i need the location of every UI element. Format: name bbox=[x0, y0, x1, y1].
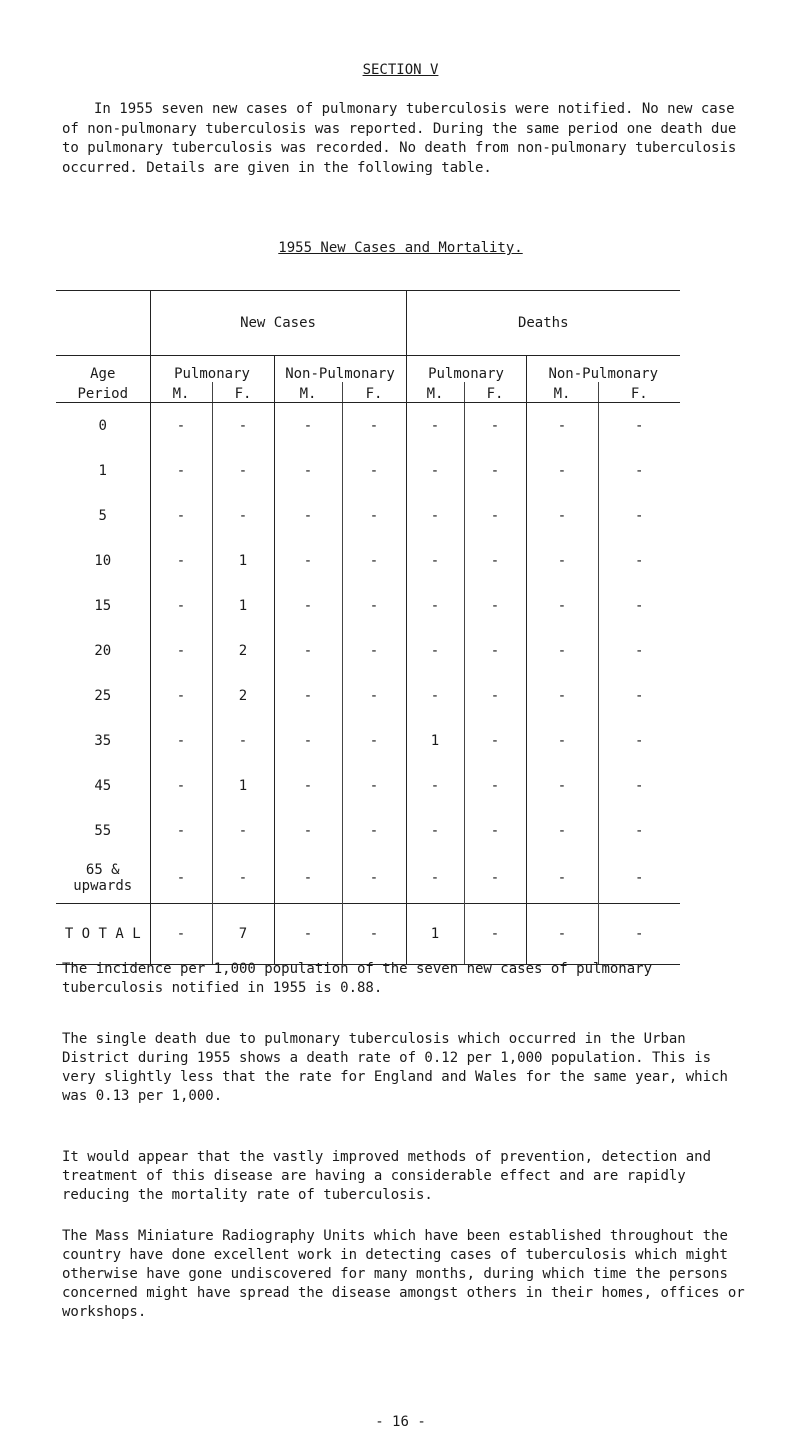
data-cell: - bbox=[212, 718, 274, 763]
age-period-cell bbox=[56, 718, 150, 763]
death-non-pulmonary-header: Non-Pulmonary bbox=[526, 356, 680, 383]
sex-header: F. bbox=[342, 382, 406, 403]
data-cell: - bbox=[598, 583, 680, 628]
total-cell: - bbox=[342, 904, 406, 965]
data-cell: - bbox=[598, 403, 680, 449]
data-cell: - bbox=[464, 673, 526, 718]
total-cell: - bbox=[274, 904, 342, 965]
data-cell: - bbox=[274, 403, 342, 449]
data-cell: - bbox=[406, 628, 464, 673]
data-cell: - bbox=[342, 448, 406, 493]
data-cell: - bbox=[526, 853, 598, 904]
age-period-cell bbox=[56, 583, 150, 628]
table-row bbox=[56, 808, 680, 853]
paragraph bbox=[62, 1030, 752, 1106]
data-cell: - bbox=[598, 763, 680, 808]
table-row bbox=[56, 448, 680, 493]
age-label-line2: upwards bbox=[73, 878, 133, 894]
data-cell: - bbox=[150, 808, 212, 853]
paragraph bbox=[62, 960, 752, 998]
data-cell: - bbox=[464, 853, 526, 904]
data-cell: - bbox=[406, 448, 464, 493]
data-cell: - bbox=[406, 853, 464, 904]
data-cell: - bbox=[526, 403, 598, 449]
sex-header: F. bbox=[212, 382, 274, 403]
age-period-cell bbox=[56, 628, 150, 673]
data-cell: - bbox=[212, 403, 274, 449]
age-period-cell bbox=[56, 808, 150, 853]
total-cell: 1 bbox=[406, 904, 464, 965]
data-cell: - bbox=[464, 583, 526, 628]
age-label: 10 bbox=[94, 552, 112, 569]
data-cell: - bbox=[526, 763, 598, 808]
age-header: Age bbox=[56, 356, 150, 383]
data-cell: 1 bbox=[212, 763, 274, 808]
data-cell: - bbox=[598, 673, 680, 718]
sex-header: M. bbox=[274, 382, 342, 403]
age-label: 55 bbox=[94, 822, 112, 839]
age-label: 45 bbox=[94, 777, 112, 794]
data-cell: - bbox=[342, 628, 406, 673]
data-cell: - bbox=[274, 718, 342, 763]
paragraph bbox=[62, 1148, 752, 1205]
paragraph-text: The Mass Miniature Radiography Units which have been established throughout the country have done excellent work in detecting cases of tuberculosis which might otherwise have gone undiscovered for many months, during which time the persons concerned might have spread the disease amongst others in their homes, offices or workshops. bbox=[62, 1228, 745, 1320]
data-cell: - bbox=[212, 493, 274, 538]
age-period-cell bbox=[56, 673, 150, 718]
data-cell: - bbox=[274, 538, 342, 583]
new-pulmonary-header: Pulmonary bbox=[150, 356, 274, 383]
sex-header: F. bbox=[464, 382, 526, 403]
data-cell: - bbox=[150, 583, 212, 628]
data-cell: - bbox=[406, 403, 464, 449]
data-cell: - bbox=[274, 583, 342, 628]
data-cell: - bbox=[598, 448, 680, 493]
period-header: Period bbox=[56, 382, 150, 403]
data-cell: - bbox=[274, 493, 342, 538]
paragraph-text: The single death due to pulmonary tuberculosis which occurred in the Urban District during 1955 shows a death rate of 0.12 per 1,000 population. This is very slightly less that the rate for England and Wales for the same year, which was 0.13 per 1,000. bbox=[62, 1031, 728, 1104]
data-cell: - bbox=[342, 853, 406, 904]
data-cell: - bbox=[150, 538, 212, 583]
data-cell: - bbox=[526, 673, 598, 718]
data-cell: - bbox=[464, 763, 526, 808]
data-cell: - bbox=[212, 448, 274, 493]
data-cell: - bbox=[526, 628, 598, 673]
data-cell: 1 bbox=[212, 538, 274, 583]
age-period-cell bbox=[56, 403, 150, 449]
group-deaths: Deaths bbox=[406, 291, 680, 356]
data-cell: - bbox=[464, 808, 526, 853]
data-cell: - bbox=[274, 853, 342, 904]
intro-paragraph bbox=[62, 100, 752, 178]
paragraph-text: The incidence per 1,000 population of the seven new cases of pulmonary tuberculosis notified in 1955 is 0.88. bbox=[62, 961, 653, 996]
age-label: 65 & bbox=[85, 862, 120, 878]
age-period-cell bbox=[56, 493, 150, 538]
data-cell: - bbox=[526, 448, 598, 493]
data-cell: - bbox=[464, 448, 526, 493]
age-label: 1 bbox=[98, 462, 107, 479]
age-period-cell bbox=[56, 853, 150, 904]
age-label: 20 bbox=[94, 642, 112, 659]
total-label: T O T A L bbox=[56, 904, 150, 965]
data-cell: - bbox=[464, 628, 526, 673]
data-cell: - bbox=[150, 493, 212, 538]
age-period-cell bbox=[56, 763, 150, 808]
corner-cell bbox=[56, 291, 150, 356]
sex-header: M. bbox=[150, 382, 212, 403]
data-cell: - bbox=[342, 538, 406, 583]
data-cell: - bbox=[406, 763, 464, 808]
data-cell: - bbox=[406, 538, 464, 583]
data-cell: - bbox=[598, 718, 680, 763]
sex-header: M. bbox=[526, 382, 598, 403]
data-cell: - bbox=[150, 718, 212, 763]
data-cell: - bbox=[342, 673, 406, 718]
death-pulmonary-header: Pulmonary bbox=[406, 356, 526, 383]
data-cell: - bbox=[274, 448, 342, 493]
group-new-cases: New Cases bbox=[150, 291, 406, 356]
total-cell: 7 bbox=[212, 904, 274, 965]
section-heading: SECTION V bbox=[362, 62, 439, 78]
age-label: 15 bbox=[94, 597, 112, 614]
data-cell: - bbox=[598, 628, 680, 673]
data-cell: - bbox=[464, 538, 526, 583]
new-cases-mortality-table bbox=[56, 290, 680, 965]
data-cell: - bbox=[526, 808, 598, 853]
age-period-cell bbox=[56, 448, 150, 493]
data-cell: - bbox=[150, 853, 212, 904]
total-cell: - bbox=[464, 904, 526, 965]
data-cell: - bbox=[526, 583, 598, 628]
intro-text: In 1955 seven new cases of pulmonary tuberculosis were notified. No new case of non-pulmonary tuberculosis was reported. During the same period one death due to pulmonary tuberculosis was recorded. No death from non-pulmonary tuberculosis occurred. Details are given in the following table. bbox=[62, 101, 737, 176]
data-cell: - bbox=[406, 673, 464, 718]
table-row bbox=[56, 853, 680, 904]
data-cell: - bbox=[342, 763, 406, 808]
data-cell: - bbox=[212, 853, 274, 904]
table-row bbox=[56, 493, 680, 538]
page-number: - 16 - bbox=[375, 1414, 426, 1430]
data-cell: - bbox=[464, 493, 526, 538]
data-cell: - bbox=[406, 493, 464, 538]
table-title: 1955 New Cases and Mortality. bbox=[278, 240, 523, 256]
data-cell: - bbox=[526, 538, 598, 583]
data-cell: - bbox=[150, 673, 212, 718]
data-cell: - bbox=[212, 808, 274, 853]
data-cell: - bbox=[464, 718, 526, 763]
data-cell: - bbox=[526, 493, 598, 538]
data-cell: 1 bbox=[212, 583, 274, 628]
data-cell: - bbox=[342, 808, 406, 853]
data-cell: - bbox=[274, 808, 342, 853]
data-cell: - bbox=[464, 403, 526, 449]
data-cell: - bbox=[598, 538, 680, 583]
data-cell: - bbox=[526, 718, 598, 763]
data-cell: - bbox=[150, 763, 212, 808]
data-cell: - bbox=[274, 763, 342, 808]
age-period-cell bbox=[56, 538, 150, 583]
table-row bbox=[56, 583, 680, 628]
total-cell: - bbox=[150, 904, 212, 965]
table-row bbox=[56, 538, 680, 583]
data-cell: - bbox=[274, 628, 342, 673]
total-cell: - bbox=[526, 904, 598, 965]
data-cell: 2 bbox=[212, 628, 274, 673]
data-cell: - bbox=[342, 718, 406, 763]
sex-header: M. bbox=[406, 382, 464, 403]
data-cell: - bbox=[150, 403, 212, 449]
paragraph-text: It would appear that the vastly improved methods of prevention, detection and treatment of this disease are having a considerable effect and are rapidly reducing the mortality rate of tuberculosis. bbox=[62, 1149, 712, 1203]
table-row bbox=[56, 628, 680, 673]
new-non-pulmonary-header: Non-Pulmonary bbox=[274, 356, 406, 383]
data-cell: - bbox=[406, 583, 464, 628]
data-cell: - bbox=[342, 403, 406, 449]
table-row bbox=[56, 673, 680, 718]
age-label: 25 bbox=[94, 687, 112, 704]
age-label: 0 bbox=[98, 417, 107, 434]
data-cell: - bbox=[406, 808, 464, 853]
table-row bbox=[56, 763, 680, 808]
data-cell: - bbox=[598, 808, 680, 853]
data-cell: - bbox=[342, 493, 406, 538]
data-cell: - bbox=[342, 583, 406, 628]
total-cell: - bbox=[598, 904, 680, 965]
data-cell: - bbox=[150, 448, 212, 493]
paragraph bbox=[62, 1227, 752, 1322]
data-cell: - bbox=[274, 673, 342, 718]
data-cell: - bbox=[598, 493, 680, 538]
sex-header: F. bbox=[598, 382, 680, 403]
age-label: 5 bbox=[98, 507, 107, 524]
table-row bbox=[56, 403, 680, 449]
age-label: 35 bbox=[94, 732, 112, 749]
data-cell: 2 bbox=[212, 673, 274, 718]
data-cell: - bbox=[150, 628, 212, 673]
data-cell: 1 bbox=[406, 718, 464, 763]
data-cell: - bbox=[598, 853, 680, 904]
table-body bbox=[56, 403, 680, 904]
table-row bbox=[56, 718, 680, 763]
